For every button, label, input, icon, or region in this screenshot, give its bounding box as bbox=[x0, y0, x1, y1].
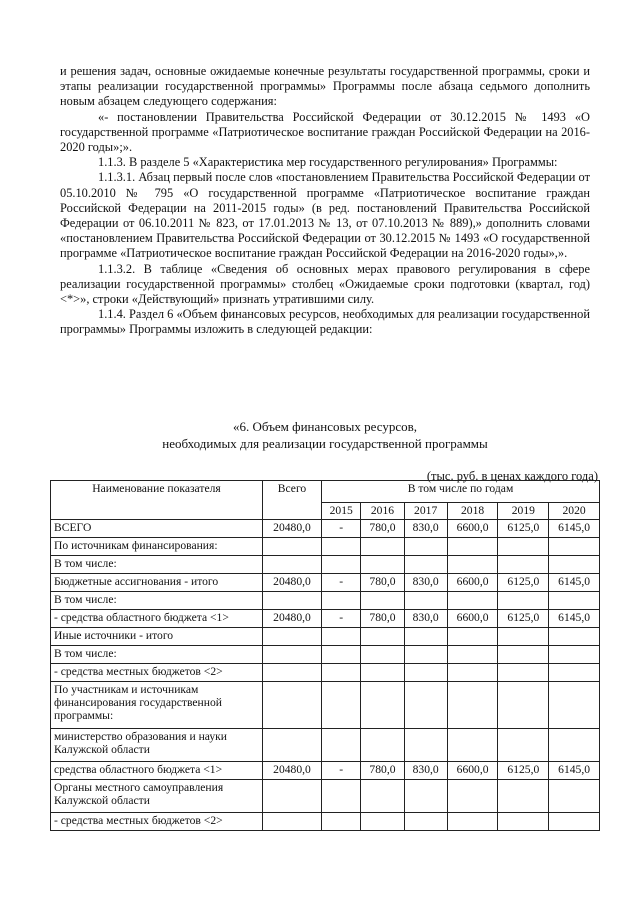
row-year-value bbox=[322, 592, 361, 610]
row-name: Органы местного самоуправления Калужской области bbox=[51, 780, 263, 813]
row-year-value bbox=[498, 729, 549, 762]
row-year-value: - bbox=[322, 610, 361, 628]
row-name: - средства областного бюджета <1> bbox=[51, 610, 263, 628]
row-year-value: 6600,0 bbox=[447, 762, 498, 780]
row-year-value bbox=[447, 592, 498, 610]
row-name: - средства местных бюджетов <2> bbox=[51, 813, 263, 831]
unit-note: (тыс. руб. в ценах каждого года) bbox=[426, 469, 598, 483]
row-year-value bbox=[549, 813, 600, 831]
row-name: В том числе: bbox=[51, 646, 263, 664]
section-title bbox=[60, 418, 590, 452]
header-by-year: В том числе по годам bbox=[322, 481, 600, 503]
row-year-value bbox=[549, 646, 600, 664]
row-year-value bbox=[322, 664, 361, 682]
table-row bbox=[51, 762, 600, 780]
row-total bbox=[263, 556, 322, 574]
row-year-value bbox=[549, 556, 600, 574]
row-year-value bbox=[404, 538, 447, 556]
row-year-value: 6145,0 bbox=[549, 520, 600, 538]
header-total: Всего bbox=[263, 481, 322, 520]
row-year-value bbox=[361, 646, 404, 664]
row-name: Иные источники - итого bbox=[51, 628, 263, 646]
table-row bbox=[51, 813, 600, 831]
row-year-value: 830,0 bbox=[404, 610, 447, 628]
table-row bbox=[51, 780, 600, 813]
row-year-value bbox=[447, 646, 498, 664]
row-name: средства областного бюджета <1> bbox=[51, 762, 263, 780]
table-row bbox=[51, 646, 600, 664]
table-row bbox=[51, 556, 600, 574]
row-year-value bbox=[549, 664, 600, 682]
row-total bbox=[263, 729, 322, 762]
table-row bbox=[51, 729, 600, 762]
row-year-value bbox=[498, 556, 549, 574]
table-row bbox=[51, 610, 600, 628]
row-year-value bbox=[498, 646, 549, 664]
row-year-value bbox=[404, 646, 447, 664]
row-year-value bbox=[322, 538, 361, 556]
row-year-value bbox=[498, 813, 549, 831]
row-year-value bbox=[404, 813, 447, 831]
row-year-value bbox=[404, 592, 447, 610]
row-total: 20480,0 bbox=[263, 762, 322, 780]
row-year-value bbox=[322, 813, 361, 831]
row-name: В том числе: bbox=[51, 556, 263, 574]
row-year-value bbox=[361, 780, 404, 813]
row-year-value bbox=[447, 556, 498, 574]
table-row bbox=[51, 628, 600, 646]
row-year-value bbox=[322, 556, 361, 574]
row-total bbox=[263, 538, 322, 556]
header-year: 2017 bbox=[404, 503, 447, 520]
row-year-value bbox=[322, 729, 361, 762]
row-year-value bbox=[498, 682, 549, 729]
row-year-value bbox=[361, 556, 404, 574]
row-year-value bbox=[549, 592, 600, 610]
row-year-value bbox=[404, 682, 447, 729]
row-year-value bbox=[498, 592, 549, 610]
header-year: 2015 bbox=[322, 503, 361, 520]
row-total bbox=[263, 682, 322, 729]
row-total bbox=[263, 813, 322, 831]
row-total: 20480,0 bbox=[263, 610, 322, 628]
row-year-value bbox=[361, 813, 404, 831]
row-year-value bbox=[361, 682, 404, 729]
row-year-value bbox=[361, 592, 404, 610]
row-year-value: 6145,0 bbox=[549, 610, 600, 628]
row-year-value bbox=[404, 729, 447, 762]
row-year-value bbox=[322, 780, 361, 813]
row-year-value: 6125,0 bbox=[498, 762, 549, 780]
row-year-value bbox=[322, 682, 361, 729]
row-name: ВСЕГО bbox=[51, 520, 263, 538]
row-year-value bbox=[322, 646, 361, 664]
body-text bbox=[60, 64, 590, 338]
row-year-value bbox=[361, 664, 404, 682]
row-year-value: - bbox=[322, 574, 361, 592]
table-row bbox=[51, 574, 600, 592]
row-name: Бюджетные ассигнования - итого bbox=[51, 574, 263, 592]
section-title-line2: необходимых для реализации государственной программы bbox=[162, 436, 488, 451]
row-year-value bbox=[498, 628, 549, 646]
row-year-value: 6125,0 bbox=[498, 520, 549, 538]
row-year-value bbox=[447, 780, 498, 813]
row-name: министерство образования и науки Калужской области bbox=[51, 729, 263, 762]
row-year-value: 780,0 bbox=[361, 520, 404, 538]
header-year: 2019 bbox=[498, 503, 549, 520]
table-row bbox=[51, 664, 600, 682]
section-title-line1: «6. Объем финансовых ресурсов, bbox=[233, 419, 417, 434]
row-name: - средства местных бюджетов <2> bbox=[51, 664, 263, 682]
finance-table bbox=[50, 480, 600, 831]
row-total bbox=[263, 646, 322, 664]
row-year-value: 830,0 bbox=[404, 520, 447, 538]
row-year-value: 780,0 bbox=[361, 762, 404, 780]
header-year: 2016 bbox=[361, 503, 404, 520]
row-year-value bbox=[322, 628, 361, 646]
row-year-value: 830,0 bbox=[404, 762, 447, 780]
row-year-value bbox=[404, 556, 447, 574]
row-year-value: 6145,0 bbox=[549, 574, 600, 592]
row-year-value bbox=[404, 628, 447, 646]
row-year-value: 6600,0 bbox=[447, 520, 498, 538]
paragraph: 1.1.4. Раздел 6 «Объем финансовых ресурсов, необходимых для реализации государственной программы» Программы изложить в следующей редакции: bbox=[60, 307, 590, 337]
paragraph: 1.1.3.1. Абзац первый после слов «постановлением Правительства Российской Федерации от 05.10.2010 № 795 «О государственной программе «Патриотическое воспитание граждан Российской Федерации на 2011-2015 годы» (в ред. постановлений Правительства Российской Федерации от 06.10.2011 № 823, от 17.01.2013 № 13, от 07.10.2013 № 889),» дополнить словами «постановлением Правительства Российской Федерации от 30.12.2015 № 1493 «О государственной программе «Патриотическое воспитание граждан Российской Федерации на 2016-2020 годы»,». bbox=[60, 170, 590, 261]
header-year: 2020 bbox=[549, 503, 600, 520]
row-year-value bbox=[549, 780, 600, 813]
row-year-value bbox=[549, 729, 600, 762]
row-year-value: - bbox=[322, 762, 361, 780]
row-year-value: 780,0 bbox=[361, 574, 404, 592]
row-name: По источникам финансирования: bbox=[51, 538, 263, 556]
row-year-value bbox=[447, 628, 498, 646]
row-year-value: - bbox=[322, 520, 361, 538]
row-year-value: 6125,0 bbox=[498, 574, 549, 592]
row-year-value bbox=[361, 628, 404, 646]
paragraph: 1.1.3. В разделе 5 «Характеристика мер государственного регулирования» Программы: bbox=[98, 155, 558, 170]
row-year-value bbox=[447, 664, 498, 682]
row-year-value bbox=[549, 538, 600, 556]
header-name: Наименование показателя bbox=[51, 481, 263, 520]
header-year: 2018 bbox=[447, 503, 498, 520]
row-year-value bbox=[498, 538, 549, 556]
row-year-value: 6600,0 bbox=[447, 574, 498, 592]
table-row bbox=[51, 520, 600, 538]
row-year-value: 780,0 bbox=[361, 610, 404, 628]
paragraph: и решения задач, основные ожидаемые конечные результаты государственной программы, сроки и этапы реализации государственной программы» Программы после абзаца седьмого дополнить новым абзацем следующего содержания: bbox=[60, 64, 590, 109]
row-year-value bbox=[498, 664, 549, 682]
row-year-value bbox=[447, 682, 498, 729]
row-year-value bbox=[447, 538, 498, 556]
row-year-value bbox=[361, 538, 404, 556]
row-year-value bbox=[447, 729, 498, 762]
row-total bbox=[263, 592, 322, 610]
row-year-value bbox=[404, 664, 447, 682]
table-row bbox=[51, 592, 600, 610]
row-year-value: 6125,0 bbox=[498, 610, 549, 628]
row-total bbox=[263, 664, 322, 682]
row-year-value bbox=[549, 682, 600, 729]
row-total bbox=[263, 780, 322, 813]
row-total: 20480,0 bbox=[263, 520, 322, 538]
row-year-value bbox=[498, 780, 549, 813]
row-year-value bbox=[447, 813, 498, 831]
row-year-value: 830,0 bbox=[404, 574, 447, 592]
row-year-value bbox=[549, 628, 600, 646]
row-year-value: 6145,0 bbox=[549, 762, 600, 780]
paragraph: «- постановлении Правительства Российской Федерации от 30.12.2015 № 1493 «О государственной программе «Патриотическое воспитание граждан Российской Федерации на 2016-2020 годы»;». bbox=[60, 109, 590, 155]
row-name: В том числе: bbox=[51, 592, 263, 610]
row-year-value bbox=[361, 729, 404, 762]
row-year-value bbox=[404, 780, 447, 813]
table-row bbox=[51, 682, 600, 729]
row-total: 20480,0 bbox=[263, 574, 322, 592]
row-total bbox=[263, 628, 322, 646]
table-row bbox=[51, 538, 600, 556]
row-name: По участникам и источникам финансирования государственной программы: bbox=[51, 682, 263, 729]
paragraph: 1.1.3.2. В таблице «Сведения об основных мерах правового регулирования в сфере реализации государственной программы» столбец «Ожидаемые сроки подготовки (квартал, год) <*>», строки «Действующий» признать утратившими силу. bbox=[60, 261, 590, 307]
row-year-value: 6600,0 bbox=[447, 610, 498, 628]
